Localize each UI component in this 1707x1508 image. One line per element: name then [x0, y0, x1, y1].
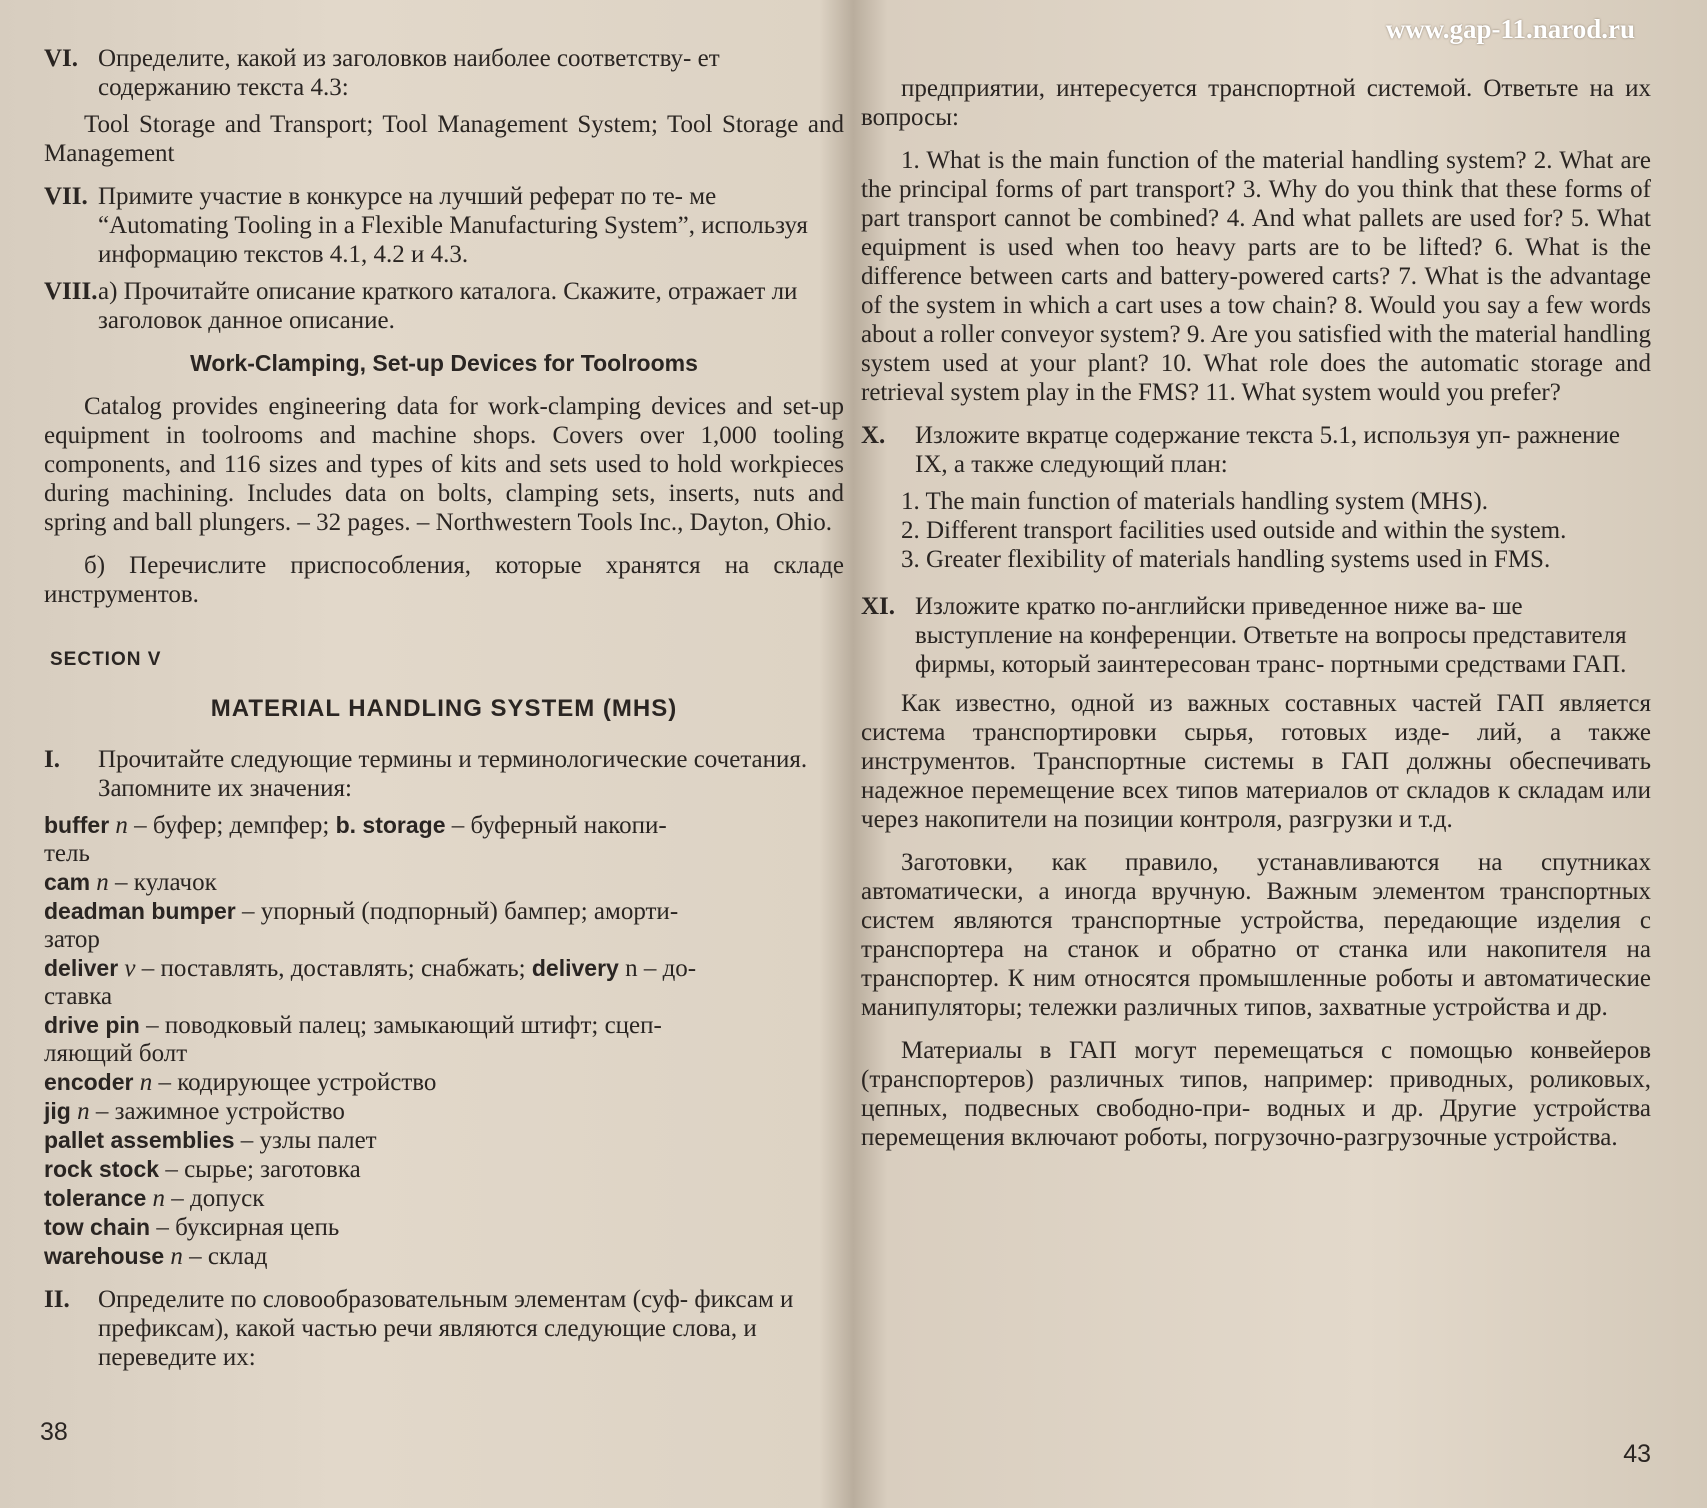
glossary-definition: – поставлять, доставлять; снабжать; [141, 955, 532, 982]
glossary-term: delivery [531, 955, 619, 981]
glossary-term: jig [44, 1098, 71, 1124]
exercise-text: Изложите кратко по-английски приведенное ниже ва- ше выступление на конференции. Ответьте на вопросы представителя фирмы, который заинтересован транс- портными средствами ГАП. [915, 593, 1627, 678]
left-page [0, 0, 850, 1508]
part-of-speech: v [124, 955, 136, 982]
section-label: SECTION V [50, 649, 162, 670]
exercise-1 [44, 745, 844, 803]
page-number-right: 43 [1623, 1440, 1651, 1468]
body-paragraph: Заготовки, как правило, устанавливаются на спутниках автоматически, а иногда вручную. Важным элементом транспортных систем являются транспортные устройства, передающие изделия с транспортера на станок и обратно от станка или накопителя на транспортер. К ним относятся промышленные роботы и автоматические манипуляторы; тележки различных типов, захватные устройства и др. [861, 849, 1651, 1021]
exercise-8 [44, 277, 844, 335]
plan-item: 3. Greater flexibility of materials handling systems used in FMS. [901, 546, 1551, 573]
glossary-entry [44, 1155, 844, 1184]
part-of-speech: n [77, 1098, 90, 1125]
questions-text: 1. What is the main function of the material handling system? 2. What are the principal forms of part transport? 3. Why do you think that these forms of part transport cannot be combined? 4. And what pallets are used for? 5. What equipment is used when too heavy parts are to be lifted? 6. What is the difference between carts and battery-powered carts? 7. What is the advantage of the system in which a cart uses a tow chain? 8. Would you say a few words about a roller conveyor system? 9. Are you satisfied with the material handling system used at your plant? 10. What role does the automatic storage and retrieval system play in the FMS? 11. What system would you prefer? [861, 147, 1651, 406]
glossary-definition: – кодирующее устройство [158, 1069, 437, 1096]
glossary-entry [44, 1213, 844, 1242]
glossary-entry [44, 897, 844, 926]
glossary-entry [44, 1184, 844, 1213]
exercise-text: Примите участие в конкурсе на лучший реферат по те- ме “Automating Tooling in a Flexible Manufacturing System”, используя информацию текстов 4.1, 4.2 и 4.3. [98, 183, 808, 268]
part-of-speech: n [96, 869, 109, 896]
glossary-continuation: затор [44, 926, 100, 953]
glossary-entry [44, 811, 844, 840]
part-of-speech: n [170, 1243, 183, 1270]
exercise-text: Определите по словообразовательным элементам (суф- фиксам и префиксам), какой частью речи являются следующие слова, и переведите их: [98, 1286, 794, 1371]
exercise-number: VII. [44, 183, 88, 210]
heading-options: Tool Storage and Transport; Tool Management System; Tool Storage and Management [44, 111, 844, 167]
plan-item: 1. The main function of materials handling system (MHS). [901, 488, 1488, 515]
glossary-definition: – буфер; демпфер; [134, 812, 336, 839]
glossary-definition: – кулачок [115, 869, 217, 896]
glossary-entry [44, 954, 844, 983]
glossary-term: tow chain [44, 1214, 151, 1240]
part-of-speech: n [115, 812, 128, 839]
glossary-entry [44, 1097, 844, 1126]
exercise-text: Определите, какой из заголовков наиболее соответству- ет содержанию текста 4.3: [98, 45, 720, 101]
glossary-term: cam [44, 869, 91, 895]
exercise-text: Изложите вкратце содержание текста 5.1, используя уп- ражнение IX, а также следующий план: [915, 422, 1620, 478]
exercise-6 [44, 44, 844, 102]
glossary-term: tolerance [44, 1185, 147, 1211]
watermark: www.gap-11.narod.ru [1385, 14, 1635, 44]
exercise-number: II. [44, 1286, 70, 1313]
exercise-text: а) Прочитайте описание краткого каталога. Скажите, отражает ли заголовок данное описание. [98, 278, 798, 334]
glossary-entry [44, 868, 844, 897]
glossary-definition: – узлы палет [240, 1127, 377, 1154]
glossary-continuation: ставка [44, 983, 113, 1010]
exercise-number: VIII. [44, 278, 98, 305]
exercise-7 [44, 182, 844, 269]
glossary-term: deadman bumper [44, 898, 236, 924]
glossary-definition: – склад [189, 1243, 268, 1270]
exercise-8b-text: б) Перечислите приспособления, которые хранятся на складе инструментов. [44, 552, 844, 608]
exercise-number: X. [861, 422, 886, 449]
intro-text: предприятии, интересуется транспортной системой. Ответьте на их вопросы: [861, 75, 1651, 131]
body-paragraph: Материалы в ГАП могут перемещаться с помощью конвейеров (транспортеров) различных типов, например: приводных, роликовых, цепных, подвесных свободно-при- водных и др. Другие устройства перемещения включают роботы, погрузочно-разгрузочные устройства. [861, 1037, 1651, 1151]
part-of-speech: n [152, 1185, 166, 1212]
glossary-entry [44, 1126, 844, 1155]
glossary-term: pallet assemblies [44, 1127, 235, 1153]
catalog-title: Work-Clamping, Set-up Devices for Toolrooms [190, 350, 698, 376]
exercise-number: XI. [861, 593, 896, 620]
right-page [855, 0, 1707, 1508]
glossary-term: deliver [44, 955, 119, 981]
glossary-definition: – буксирная цепь [156, 1214, 340, 1241]
glossary-term: b. storage [335, 812, 446, 838]
plan-item: 2. Different transport facilities used outside and within the system. [901, 517, 1567, 544]
glossary-definition: – буферный накопи- [445, 812, 667, 839]
part-of-speech: n [139, 1069, 153, 1096]
glossary-term: drive pin [44, 1012, 140, 1038]
plan-list [861, 487, 1651, 574]
glossary-definition: n – до- [618, 955, 697, 982]
glossary-definition: – допуск [171, 1185, 265, 1212]
glossary-definition: – упорный (подпорный) бампер; аморти- [241, 898, 679, 925]
exercise-number: I. [44, 746, 60, 773]
glossary-definition: – сырье; заготовка [165, 1156, 361, 1183]
glossary-list [44, 811, 844, 1271]
glossary-term: warehouse [44, 1243, 165, 1269]
glossary-continuation: ляющий болт [44, 1040, 188, 1067]
right-column [861, 74, 1651, 1152]
glossary-definition: – поводковый палец; замыкающий штифт; сцеп- [146, 1012, 662, 1039]
exercise-number: VI. [44, 45, 79, 72]
glossary-term: buffer [44, 812, 110, 838]
glossary-entry [44, 1011, 844, 1040]
exercise-11 [861, 592, 1651, 679]
glossary-definition: – зажимное устройство [95, 1098, 345, 1125]
section-title: MATERIAL HANDLING SYSTEM (MHS) [210, 695, 678, 722]
glossary-term: encoder [44, 1069, 134, 1095]
exercise-2 [44, 1285, 844, 1372]
catalog-text: Catalog provides engineering data for work-clamping devices and set-up equipment in toolrooms and machine shops. Covers over 1,000 tooling components, and 116 sizes and types of kits and sets used to hold workpieces during machining. Includes data on bolts, clamping sets, inserts, nuts and spring and ball plungers. – 32 pages. – Northwestern Tools Inc., Dayton, Ohio. [44, 393, 844, 536]
glossary-continuation: тель [44, 840, 90, 867]
glossary-entry [44, 1068, 844, 1097]
body-paragraph: Как известно, одной из важных составных частей ГАП является система транспортировки сырья, готовых изде- лий, а также инструментов. Транспортные системы в ГАП должны обеспечивать надежное перемещение всех типов материалов от складов к складам или через накопители на позиции контроля, разгрузки и т.д. [861, 690, 1651, 833]
glossary-entry [44, 1242, 844, 1271]
page-number-left: 38 [40, 1418, 68, 1446]
exercise-10 [861, 421, 1651, 479]
exercise-text: Прочитайте следующие термины и терминологические сочетания. Запомните их значения: [98, 746, 808, 802]
glossary-term: rock stock [44, 1156, 160, 1182]
left-column [44, 44, 844, 1372]
